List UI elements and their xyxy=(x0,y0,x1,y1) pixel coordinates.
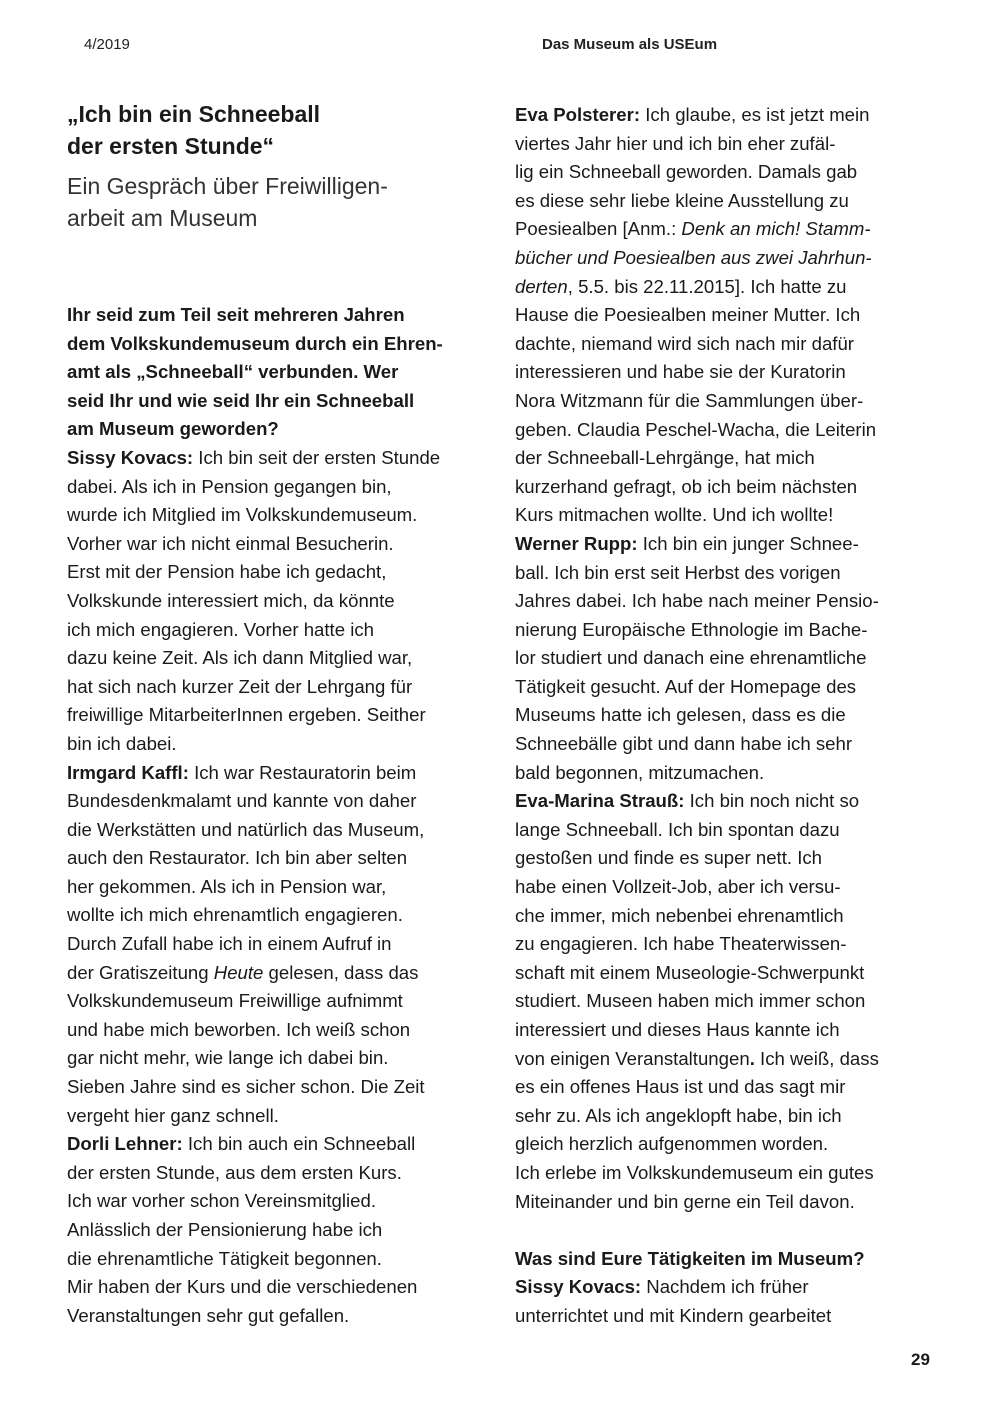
text-segment: Ich war Restauratorin beim xyxy=(188,761,417,783)
text-line xyxy=(515,644,955,673)
text-segment: gar nicht mehr, wie lange ich dabei bin. xyxy=(67,1047,389,1069)
text-segment: zu engagieren. Ich habe Theaterwissen- xyxy=(515,933,847,955)
article-subtitle xyxy=(67,170,487,234)
text-line xyxy=(515,273,955,302)
text-line xyxy=(67,1130,507,1159)
bold-text: Was sind Eure Tätigkeiten im Museum? xyxy=(515,1247,865,1269)
text-segment: kurzerhand gefragt, ob ich beim nächsten xyxy=(515,475,858,497)
text-segment: die Werkstätten und natürlich das Museum, xyxy=(67,818,425,840)
text-line xyxy=(515,844,955,873)
text-segment: ball. Ich bin erst seit Herbst des vorigen xyxy=(515,561,841,583)
text-segment: geben. Claudia Peschel-Wacha, die Leiterin xyxy=(515,418,877,440)
text-segment: dabei. Als ich in Pension gegangen bin, xyxy=(67,475,392,497)
text-line xyxy=(67,930,507,959)
text-line xyxy=(515,559,955,588)
text-segment: Volkskunde interessiert mich, da könnte xyxy=(67,589,395,611)
text-segment: wurde ich Mitglied im Volkskundemuseum. xyxy=(67,504,418,526)
text-segment: schaft mit einem Museologie-Schwerpunkt xyxy=(515,961,865,983)
text-segment: Sieben Jahre sind es sicher schon. Die Zeit xyxy=(67,1076,425,1098)
text-line xyxy=(515,387,955,416)
text-line xyxy=(67,959,507,988)
bold-text: amt als „Schneeball“ verbunden. Wer xyxy=(67,361,399,383)
text-line xyxy=(515,1102,955,1131)
text-line xyxy=(515,616,955,645)
bold-text: Eva Polsterer: xyxy=(515,104,641,125)
subtitle-line: Ein Gespräch über Freiwilligen- xyxy=(67,173,388,199)
text-line xyxy=(67,701,507,730)
text-segment: Ich erlebe im Volkskundemuseum ein gutes xyxy=(515,1161,874,1183)
text-line xyxy=(67,415,507,444)
text-segment: interessiert und dieses Haus kannte ich xyxy=(515,1019,840,1040)
italic-text: bücher und Poesiealben aus zwei Jahrhun- xyxy=(515,246,872,268)
text-line xyxy=(67,587,507,616)
text-line xyxy=(515,358,955,387)
text-segment: her gekommen. Als ich in Pension war, xyxy=(67,875,387,897)
text-segment: nierung Europäische Ethnologie im Bache- xyxy=(515,618,868,640)
text-line xyxy=(67,444,507,473)
text-line xyxy=(515,1016,955,1045)
text-segment: es ein offenes Haus ist und das sagt mir xyxy=(515,1076,846,1098)
text-line xyxy=(515,701,955,730)
text-segment: Ich glaube, es ist jetzt mein xyxy=(640,104,870,125)
text-segment: Erst mit der Pension habe ich gedacht, xyxy=(67,561,387,583)
text-line xyxy=(515,530,955,559)
text-line xyxy=(67,1302,507,1331)
text-line xyxy=(67,873,507,902)
text-line xyxy=(515,587,955,616)
text-segment: viertes Jahr hier und ich bin eher zufäl- xyxy=(515,132,836,154)
text-line xyxy=(515,873,955,902)
text-segment: dachte, niemand wird sich nach mir dafür xyxy=(515,332,854,354)
text-line xyxy=(67,759,507,788)
text-line xyxy=(67,901,507,930)
text-line xyxy=(67,816,507,845)
text-segment: der ersten Stunde, aus dem ersten Kurs. xyxy=(67,1161,402,1183)
text-line xyxy=(67,387,507,416)
text-segment: studiert. Museen haben mich immer schon xyxy=(515,990,866,1012)
text-segment: lig ein Schneeball geworden. Damals gab xyxy=(515,161,858,183)
italic-text: derten xyxy=(515,275,568,297)
text-segment: die ehrenamtliche Tätigkeit begonnen. xyxy=(67,1247,382,1269)
text-segment: lor studiert und danach eine ehrenamtliche xyxy=(515,647,867,669)
italic-text: Denk an mich! Stamm- xyxy=(681,218,871,240)
text-segment: ich mich engagieren. Vorher hatte ich xyxy=(67,618,374,640)
text-segment: Kurs mitmachen wollte. Und ich wollte! xyxy=(515,504,834,526)
bold-text: Werner Rupp: xyxy=(515,532,638,554)
text-line xyxy=(515,130,955,159)
text-line xyxy=(515,101,955,130)
text-segment: Mir haben der Kurs und die verschiedenen xyxy=(67,1276,418,1298)
text-line xyxy=(67,787,507,816)
text-line xyxy=(67,616,507,645)
text-line xyxy=(67,558,507,587)
text-line xyxy=(67,473,507,502)
text-line xyxy=(515,673,955,702)
title-line: der ersten Stunde“ xyxy=(67,133,275,159)
text-line xyxy=(515,1245,955,1274)
text-line xyxy=(67,1187,507,1216)
text-segment: Anlässlich der Pensionierung habe ich xyxy=(67,1219,383,1240)
text-line xyxy=(515,959,955,988)
text-line xyxy=(67,1159,507,1188)
text-segment: Ich bin auch ein Schneeball xyxy=(182,1133,416,1155)
text-line xyxy=(67,1102,507,1131)
text-segment: Ich bin ein junger Schnee- xyxy=(637,532,859,554)
text-column-right xyxy=(515,101,955,1331)
text-line xyxy=(515,301,955,330)
text-segment: auch den Restaurator. Ich bin aber selten xyxy=(67,847,408,869)
bold-text: Dorli Lehner: xyxy=(67,1133,183,1155)
title-line: „Ich bin ein Schneeball xyxy=(67,101,321,127)
text-line xyxy=(515,501,955,530)
text-segment: von einigen Veranstaltungen xyxy=(515,1047,750,1069)
bold-text: am Museum geworden? xyxy=(67,418,279,440)
text-line xyxy=(67,530,507,559)
text-segment: Poesiealben [Anm.: xyxy=(515,218,682,240)
text-segment: Museums hatte ich gelesen, dass es die xyxy=(515,704,846,726)
text-segment: wollte ich mich ehrenamtlich engagieren. xyxy=(67,904,403,926)
text-segment: gleich herzlich aufgenommen worden. xyxy=(515,1133,829,1155)
text-line xyxy=(67,730,507,759)
text-line xyxy=(515,1216,955,1245)
text-segment: lange Schneeball. Ich bin spontan dazu xyxy=(515,818,840,840)
text-segment: Ich bin seit der ersten Stunde xyxy=(193,446,441,468)
text-line xyxy=(67,987,507,1016)
bold-text: Eva-Marina Strauß: xyxy=(515,790,685,812)
text-line xyxy=(515,759,955,788)
text-segment: und habe mich beworben. Ich weiß schon xyxy=(67,1018,411,1040)
text-segment: bald begonnen, mitzumachen. xyxy=(515,761,765,783)
text-line xyxy=(67,330,507,359)
text-line xyxy=(515,416,955,445)
text-segment: Vorher war ich nicht einmal Besucherin. xyxy=(67,532,394,554)
text-line xyxy=(67,1216,507,1245)
text-line xyxy=(515,1130,955,1159)
text-line xyxy=(515,244,955,273)
text-line xyxy=(67,1044,507,1073)
text-line xyxy=(67,358,507,387)
bold-text: Sissy Kovacs: xyxy=(515,1276,642,1298)
text-segment: dazu keine Zeit. Als ich dann Mitglied war, xyxy=(67,647,413,669)
text-line xyxy=(515,1073,955,1102)
text-segment: hat sich nach kurzer Zeit der Lehrgang für xyxy=(67,675,413,697)
text-line xyxy=(515,330,955,359)
text-segment: bin ich dabei. xyxy=(67,732,177,754)
text-segment: Ich bin noch nicht so xyxy=(684,790,860,812)
text-segment: der Gratiszeitung xyxy=(67,961,214,983)
text-line xyxy=(67,673,507,702)
text-line xyxy=(515,930,955,959)
text-column-left xyxy=(67,301,507,1330)
text-line xyxy=(515,1302,955,1331)
text-segment: Volkskundemuseum Freiwillige aufnimmt xyxy=(67,990,403,1012)
text-segment: Veranstaltungen sehr gut gefallen. xyxy=(67,1304,350,1326)
text-line xyxy=(67,1073,507,1102)
bold-text: dem Volkskundemuseum durch ein Ehren- xyxy=(67,332,443,354)
text-line xyxy=(515,902,955,931)
text-segment: gestoßen und finde es super nett. Ich xyxy=(515,847,822,869)
text-segment: sehr zu. Als ich angeklopft habe, bin ich xyxy=(515,1104,842,1126)
bold-text: Sissy Kovacs: xyxy=(67,446,194,468)
text-line xyxy=(67,501,507,530)
text-line xyxy=(515,473,955,502)
text-line xyxy=(515,816,955,845)
text-segment: unterrichtet und mit Kindern gearbeitet xyxy=(515,1304,832,1326)
text-segment: Jahres dabei. Ich habe nach meiner Pensio- xyxy=(515,590,879,612)
text-segment: che immer, mich nebenbei ehrenamtlich xyxy=(515,904,844,926)
text-segment: Tätigkeit gesucht. Auf der Homepage des xyxy=(515,675,857,697)
text-segment: der Schneeball-Lehrgänge, hat mich xyxy=(515,447,815,469)
text-segment: Hause die Poesiealben meiner Mutter. Ich xyxy=(515,304,861,326)
text-line xyxy=(515,787,955,816)
text-segment: gelesen, dass das xyxy=(263,961,419,983)
text-segment: vergeht hier ganz schnell. xyxy=(67,1104,279,1126)
text-segment: Nachdem ich früher xyxy=(641,1276,809,1298)
article-title xyxy=(67,98,487,162)
text-line xyxy=(515,215,955,244)
text-segment: Ich weiß, dass xyxy=(754,1047,879,1069)
page-number: 29 xyxy=(911,1350,930,1369)
subtitle-line: arbeit am Museum xyxy=(67,205,258,231)
text-line xyxy=(67,301,507,330)
text-line xyxy=(67,1245,507,1274)
bold-text: Ihr seid zum Teil seit mehreren Jahren xyxy=(67,304,405,325)
text-line xyxy=(515,730,955,759)
issue-number: 4/2019 xyxy=(84,36,130,53)
bold-text: . xyxy=(749,1047,755,1069)
text-line xyxy=(515,158,955,187)
text-segment: Durch Zufall habe ich in einem Aufruf in xyxy=(67,933,392,955)
text-line xyxy=(67,1273,507,1302)
section-title: Das Museum als USEum xyxy=(542,36,718,53)
italic-text: Heute xyxy=(213,961,264,983)
text-line xyxy=(515,987,955,1016)
text-segment: Nora Witzmann für die Sammlungen über- xyxy=(515,389,864,411)
text-segment: Bundesdenkmalamt und kannte von daher xyxy=(67,790,417,812)
text-line xyxy=(515,1273,955,1302)
text-segment: interessieren und habe sie der Kuratorin xyxy=(515,361,846,383)
text-line xyxy=(515,1188,955,1217)
text-segment: Schneebälle gibt und dann habe ich sehr xyxy=(515,733,853,755)
text-line xyxy=(67,644,507,673)
text-line xyxy=(67,1016,507,1045)
bold-text: Irmgard Kaffl: xyxy=(67,761,189,783)
text-segment: Miteinander und bin gerne ein Teil davon. xyxy=(515,1190,855,1212)
bold-text: seid Ihr und wie seid Ihr ein Schneeball xyxy=(67,389,415,411)
text-line xyxy=(515,444,955,473)
text-segment: , 5.5. bis 22.11.2015]. Ich hatte zu xyxy=(567,275,847,297)
text-segment: Ich war vorher schon Vereinsmitglied. xyxy=(67,1190,377,1212)
text-segment: es diese sehr liebe kleine Ausstellung zu xyxy=(515,189,849,211)
text-segment: freiwillige MitarbeiterInnen ergeben. Seither xyxy=(67,704,426,726)
text-line xyxy=(515,1159,955,1188)
text-line xyxy=(515,187,955,216)
text-line xyxy=(515,1045,955,1074)
text-line xyxy=(67,844,507,873)
text-segment: habe einen Vollzeit-Job, aber ich versu- xyxy=(515,876,841,898)
